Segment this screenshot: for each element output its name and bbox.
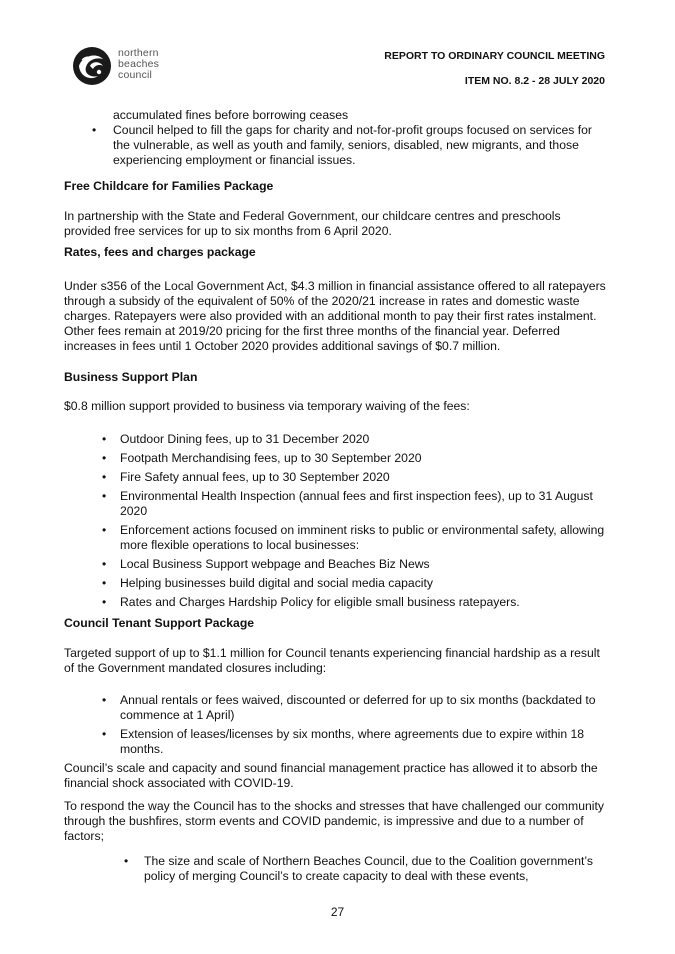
intro-list — [64, 108, 609, 168]
bullet-icon: • — [102, 557, 107, 571]
section-heading: Free Childcare for Families Package — [64, 179, 274, 193]
logo-line: council — [118, 69, 153, 81]
factors-list — [64, 854, 609, 884]
list-item: • Environmental Health Inspection (annual fees and first inspection fees), up to 31 August 2020 — [102, 489, 593, 518]
document-body — [64, 108, 609, 884]
council-logo-text — [118, 48, 159, 81]
bullet-icon: • — [102, 451, 107, 465]
list-item: • Local Business Support webpage and Beaches Biz News — [102, 557, 430, 571]
council-logo — [70, 44, 180, 88]
bullet-icon: • — [102, 523, 107, 537]
list-item: • Extension of leases/licenses by six months, where agreements due to expire within 18 months. — [102, 727, 585, 756]
paragraph: Council’s scale and capacity and sound financial management practice has allowed it to absorb the financial shock associated with COVID-19. — [64, 761, 598, 790]
paragraph: To respond the way the Council has to the shocks and stresses that have challenged our community through the bushfires, storm events and COVID pandemic, is impressive and due to a number of factors; — [64, 799, 604, 843]
bullet-icon: • — [102, 432, 107, 446]
bullet-icon: • — [124, 854, 129, 868]
section-heading: Council Tenant Support Package — [64, 616, 255, 630]
list-item: • Footpath Merchandising fees, up to 30 September 2020 — [102, 451, 422, 465]
business-fee-list — [64, 432, 609, 610]
bullet-icon: • — [102, 470, 107, 484]
list-item: • Annual rentals or fees waived, discounted or deferred for up to six months (backdated to commence at 1 April) — [102, 693, 596, 722]
paragraph: Targeted support of up to $1.1 million for Council tenants experiencing financial hardship as a result of the Government mandated closures including: — [64, 646, 600, 675]
list-item: • Council helped to fill the gaps for charity and not-for-profit groups focused on services for the vulnerable, as well as youth and family, seniors, disabled, new migrants, and those experiencing employment or financial issues. — [92, 123, 592, 167]
logo-line: northern — [118, 47, 159, 59]
page-number: 27 — [330, 905, 345, 919]
bullet-icon: • — [92, 123, 97, 137]
list-item: accumulated fines before borrowing ceases — [113, 108, 349, 122]
list-item: • Enforcement actions focused on imminent risks to public or environmental safety, allowing more flexible operations to local businesses: — [102, 523, 605, 552]
section-heading: Rates, fees and charges package — [64, 245, 256, 259]
list-item: • Fire Safety annual fees, up to 30 September 2020 — [102, 470, 390, 484]
council-logo-icon — [70, 44, 114, 88]
paragraph: $0.8 million support provided to business via temporary waiving of the fees: — [64, 399, 470, 413]
item-number: ITEM NO. 8.2 - 28 JULY 2020 — [464, 75, 605, 87]
list-item: • The size and scale of Northern Beaches Council, due to the Coalition government’s policy of merging Council’s to create capacity to deal with these events, — [124, 854, 593, 883]
tenant-support-list — [64, 693, 609, 757]
logo-line: beaches — [118, 58, 160, 70]
bullet-icon: • — [102, 595, 107, 609]
list-item: • Rates and Charges Hardship Policy for eligible small business ratepayers. — [102, 595, 520, 609]
bullet-icon: • — [102, 489, 107, 503]
bullet-icon: • — [102, 576, 107, 590]
paragraph: In partnership with the State and Federal Government, our childcare centres and preschools provided free services for up to six months from 6 April 2020. — [64, 209, 561, 238]
paragraph: Under s356 of the Local Government Act, $4.3 million in financial assistance offered to all ratepayers through a subsidy of the equivalent of 50% of the 2020/21 increase in rates and domestic waste charges. Ratepayers were also provided with an additional month to pay their first rates instalment. Other fees remain at 2019/20 pricing for the first three months of the financial year. Deferred increases in fees until 1 October 2020 provides additional savings of $0.7 million. — [64, 279, 606, 353]
list-item: • Outdoor Dining fees, up to 31 December 2020 — [102, 432, 370, 446]
list-item: • Helping businesses build digital and social media capacity — [102, 576, 433, 590]
bullet-icon: • — [102, 693, 107, 707]
report-title: REPORT TO ORDINARY COUNCIL MEETING — [384, 50, 605, 62]
section-heading: Business Support Plan — [64, 370, 198, 384]
bullet-icon: • — [102, 727, 107, 741]
